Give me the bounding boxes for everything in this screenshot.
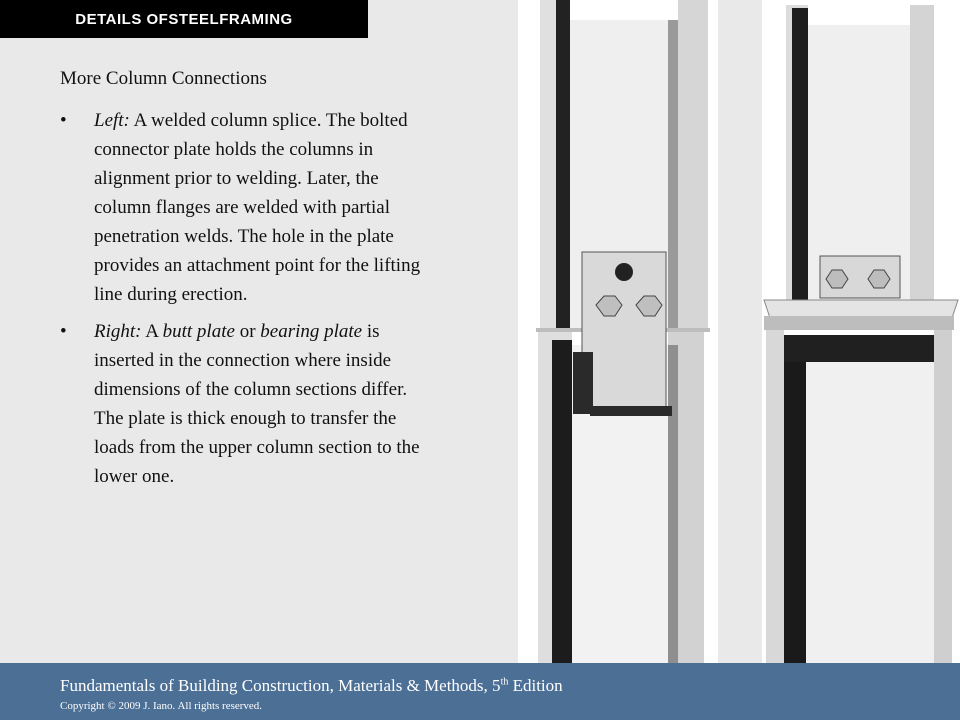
bullet-marker: •	[60, 321, 67, 342]
copyright-notice: Copyright © 2009 J. Iano. All rights reserved.	[60, 700, 263, 712]
bullet-list	[60, 106, 440, 499]
section-title	[0, 0, 368, 38]
bullet-mid: A	[141, 321, 163, 342]
bullet-lead: Left:	[94, 110, 130, 131]
bullet-term-bearing-plate: bearing plate	[260, 321, 363, 342]
bullet-text: A welded column splice. The bolted connector plate holds the columns in alignment prior to welding. Later, the column flanges are welded with partial penetration welds. The hole in the plate provides an attachment point for the lifting line during erection.	[94, 110, 421, 305]
title-part-teel: TEEL	[178, 10, 220, 28]
title-initial-s: S	[168, 10, 179, 28]
bullet-text: is inserted in the connection where inside dimensions of the column sections differ. The plate is thick enough to transfer the loads from the upper column section to the lower one.	[94, 321, 420, 487]
title-part-etails: ETAILS OF	[86, 10, 169, 28]
bullet-lead: Right:	[94, 321, 142, 342]
title-initial-d: D	[75, 10, 87, 28]
footer-bar	[0, 663, 960, 720]
book-citation	[60, 676, 563, 696]
bullet-mid: or	[234, 321, 261, 342]
title-part-raming: RAMING	[228, 10, 293, 28]
book-title: Fundamentals of Building Construction, Materials & Methods, 5	[60, 676, 501, 695]
welded-column-splice-illustration	[518, 0, 718, 663]
edition-word: Edition	[508, 676, 563, 695]
bullet-marker: •	[60, 110, 67, 131]
bullet-right	[60, 317, 440, 491]
butt-plate-column-connection-illustration	[762, 0, 960, 663]
title-initial-f: F	[219, 10, 229, 28]
slide-heading: More Column Connections	[60, 68, 267, 89]
bullet-term-butt-plate: butt plate	[162, 321, 235, 342]
edition-superscript: th	[500, 676, 509, 688]
bullet-left	[60, 106, 440, 309]
